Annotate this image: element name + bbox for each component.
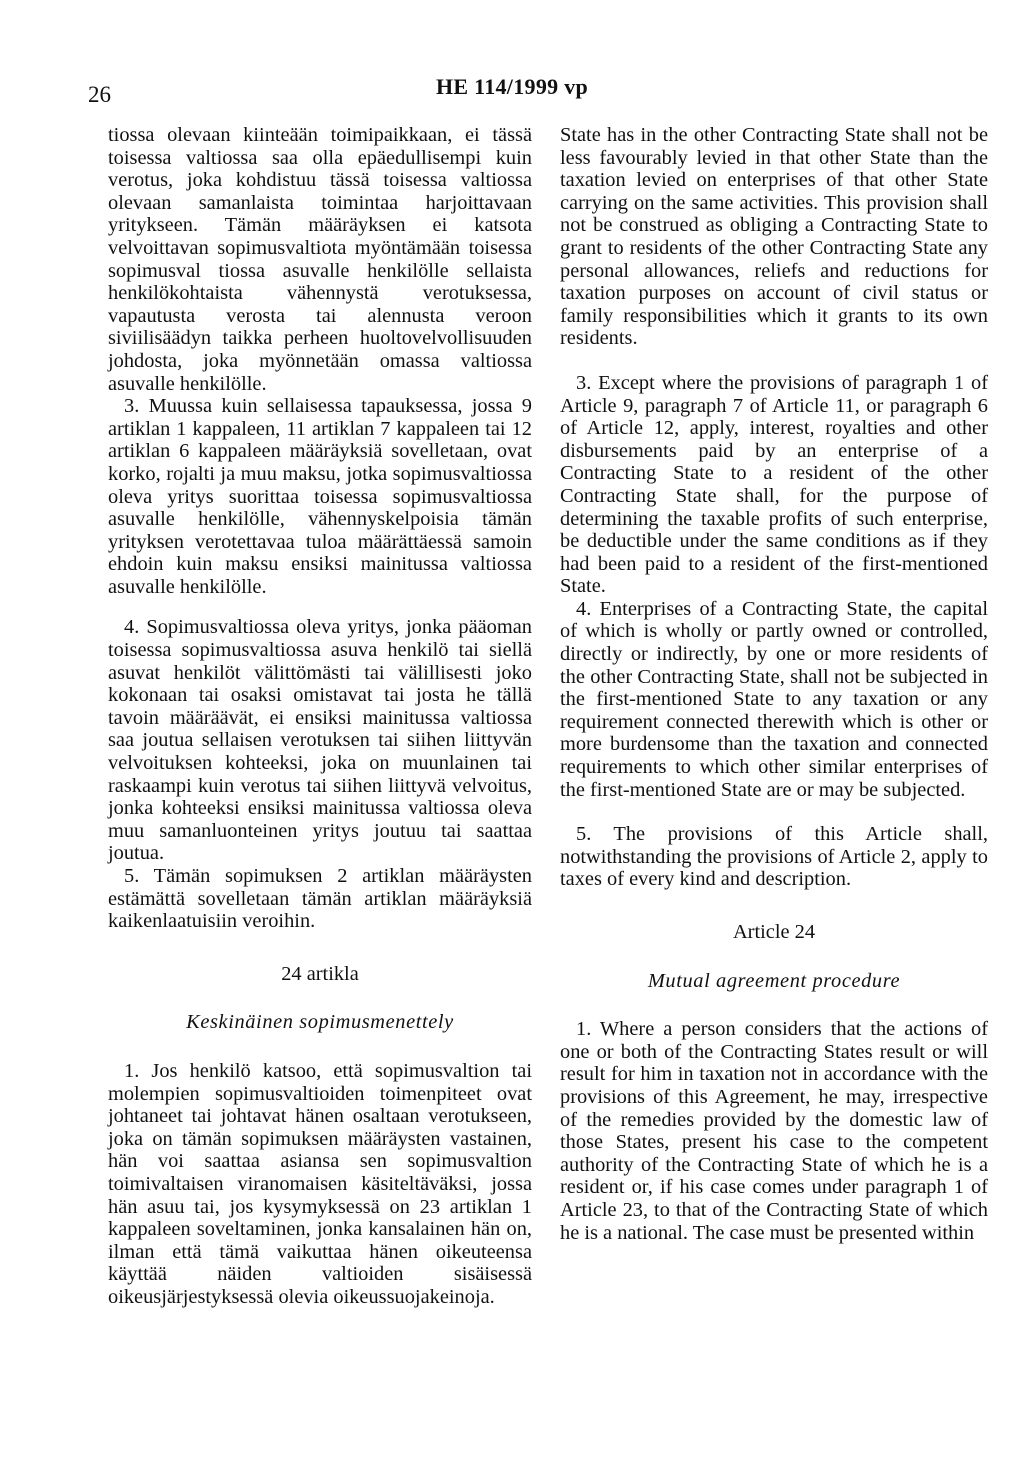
finnish-column <box>108 124 532 1309</box>
finnish-paragraph-3: 3. Muussa kuin sellaisessa tapauksessa, jossa 9 artiklan 1 kappaleen, 11 artiklan 7 kappaleen tai 12 artiklan 6 kappaleen määräyksiä sovelletaan, ovat korko, rojalti ja muu maksu, jotka sopimusvaltiossa oleva yritys suorittaa toisessa sopimusvaltiossa asuvalle henkilölle, vähennyskelpoisia tämän yrityksen verotettavaa tuloa määrättäessä samoin ehdoin kuin maksu ensiksi mainitussa valtiossa asuvalle henkilölle. <box>108 395 532 598</box>
finnish-paragraph-4: 4. Sopimusvaltiossa oleva yritys, jonka pääoman toisessa sopimusvaltiossa asuva henkilö tai siellä asuvat henkilöt välittömästi tai välillisesti joko kokonaan tai osaksi omistavat tai josta he tällä tavoin määräävät, ei ensiksi mainitussa valtiossa saa joutua sellaisen verotuksen tai siihen liittyvän velvoituksen kohteeksi, joka on muunlainen tai raskaampi kuin verotus tai siihen liittyvä velvoitus, jonka kohteeksi ensiksi mainitussa valtiossa oleva muu samanluonteinen yritys joutuu tai saattaa joutua. <box>108 616 532 865</box>
english-article-subtitle: Mutual agreement procedure <box>647 969 901 992</box>
english-column <box>560 124 988 1244</box>
finnish-article-title: 24 artikla <box>281 962 359 985</box>
finnish-paragraph-1: 1. Jos henkilö katsoo, että sopimusvaltion tai molempien sopimusvaltioiden toimenpiteet ovat johtaneet tai johtavat hänen osaltaan verotukseen, joka on tämän sopimuksen määräysten vastainen, hän voi saattaa asiansa sen sopimusvaltion toimivaltaisen viranomaisen käsiteltäväksi, jossa hän asuu tai, jos kysymyksessä on 23 artiklan 1 kappaleen soveltaminen, jonka kansalainen hän on, ilman että tämä vaikuttaa hänen oikeuteensa käyttää näiden valtioiden sisäisessä oikeusjärjestyksessä olevia oikeussuojakeinoja. <box>108 1059 532 1308</box>
english-paragraph-4: 4. Enterprises of a Contracting State, the capital of which is wholly or partly owned or controlled, directly or indirectly, by one or more residents of the other Contracting State, shall not be subjected in the first-mentioned State to any taxation or any requirement connected therewith which is other or more burdensome than the taxation and connected requirements to which other similar enterprises of the first-mentioned State are or may be subjected. <box>560 597 988 801</box>
english-paragraph-continued: State has in the other Contracting State shall not be less favourably levied in that other State than the taxation levied on enterprises of that other State carrying on the same activities. This provision shall not be construed as obliging a Contracting State to grant to residents of the other Contracting State any personal allowances, reliefs and reductions for taxation purposes on account of civil status or family responsibilities which it grants to its own residents. <box>560 124 988 350</box>
page-number: 26 <box>88 82 111 107</box>
finnish-paragraph-continued: tiossa olevaan kiinteään toimipaikkaan, ei tässä toisessa valtiossa saa olla epäedullisempi kuin verotus, joka kohdistuu tässä toisessa valtiossa olevaan samanlaista toimintaa harjoittavaan yritykseen. Tämän määräyksen ei katsota velvoittavan sopimusvaltiota myöntämään toisessa sopimusval tiossa asuvalle henkilölle sellaista henkilökohtaista vähennystä verotuksessa, vapautusta verosta tai alennusta veroon siviilisäädyn taikka perheen huoltovelvollisuuden johdosta, joka myönnetään omassa valtiossa asuvalle henkilölle. <box>108 124 532 395</box>
english-paragraph-5: 5. The provisions of this Article shall, notwithstanding the provisions of Article 2, apply to taxes of every kind and description. <box>560 823 988 891</box>
running-head: HE 114/1999 vp <box>435 74 589 99</box>
english-paragraph-1: 1. Where a person considers that the actions of one or both of the Contracting States result or will result for him in taxation not in accordance with the provisions of this Agreement, he may, irrespective of the remedies provided by the domestic law of those States, present his case to the competent authority of the Contracting State of which he is a resident or, if his case comes under paragraph 1 of Article 23, to that of the Contracting State of which he is a national. The case must be presented within <box>560 1018 988 1244</box>
english-article-title: Article 24 <box>732 921 816 943</box>
finnish-article-subtitle: Keskinäinen sopimusmenettely <box>186 1011 454 1034</box>
english-paragraph-3: 3. Except where the provisions of paragraph 1 of Article 9, paragraph 7 of Article 11, or paragraph 6 of Article 12, apply, interest, royalties and other disbursements paid by an enterprise of a Contracting State to a resident of the other Contracting State shall, for the purpose of determining the taxable profits of such enterprise, be deductible under the same conditions as if they had been paid to a resident of the first-mentioned State. <box>560 371 988 598</box>
finnish-paragraph-5: 5. Tämän sopimuksen 2 artiklan määräysten estämättä sovelletaan tämän artiklan määräyksiä kaikenlaatuisiin veroihin. <box>108 865 532 933</box>
